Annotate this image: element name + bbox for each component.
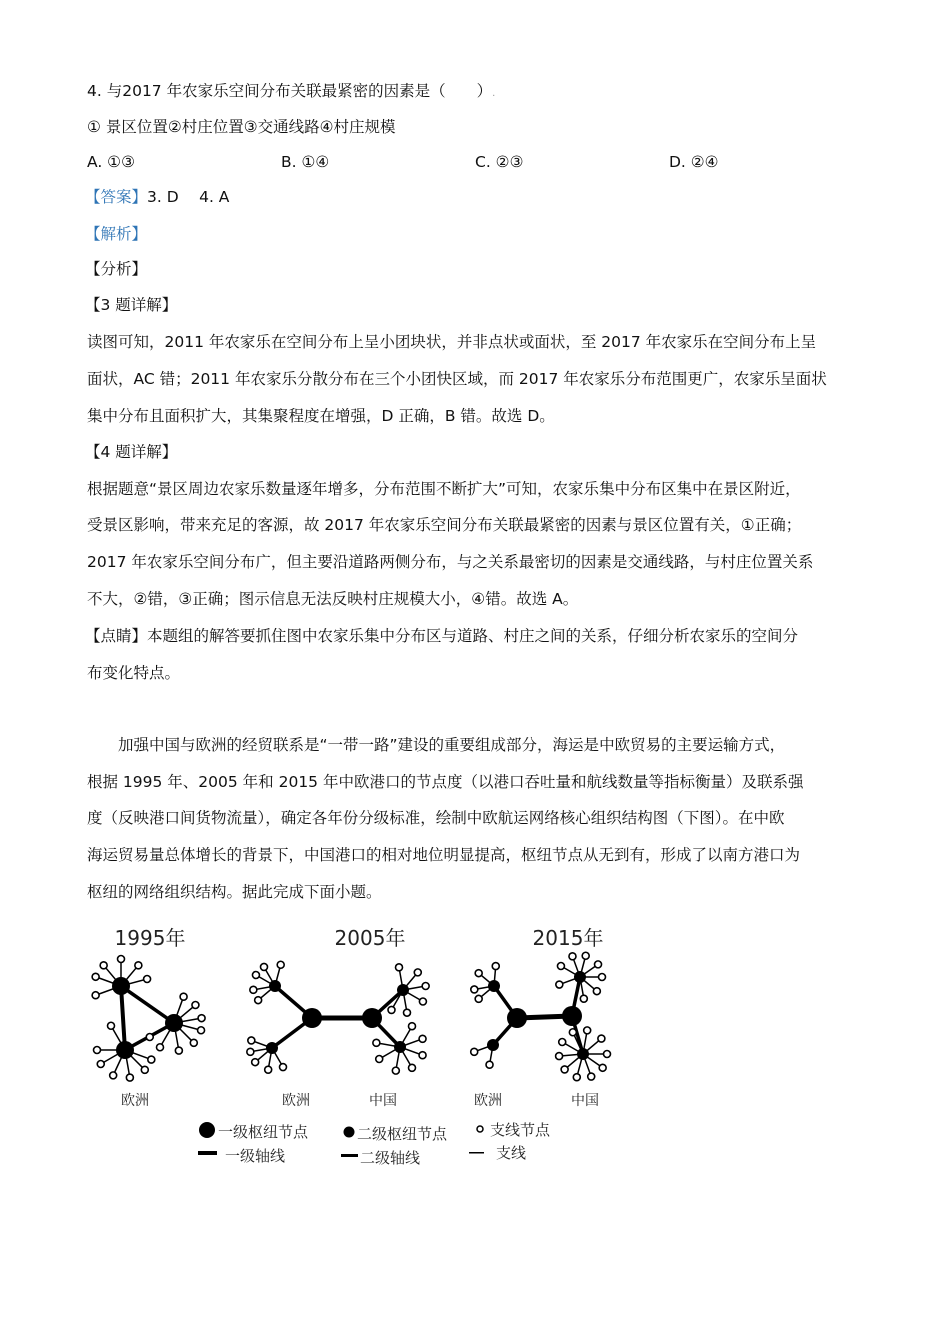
- branch-node: [192, 1002, 199, 1009]
- branch-node: [180, 993, 187, 1000]
- branch-node: [248, 1037, 255, 1044]
- branch-node: [561, 1066, 568, 1073]
- branch-node: [118, 956, 125, 963]
- china-label: 中国: [369, 1093, 397, 1109]
- secondary-hub-node: [397, 984, 409, 996]
- branch-node: [471, 1048, 478, 1055]
- dianjing-line: 布变化特点。: [87, 664, 181, 682]
- secondary-hub-node: [487, 1039, 499, 1051]
- branch-node: [588, 1073, 595, 1080]
- branch-node: [598, 1035, 605, 1042]
- branch-node: [247, 1048, 254, 1055]
- branch-node: [569, 953, 576, 960]
- option-b: B. ①④: [281, 153, 330, 171]
- secondary-hub-node: [116, 1041, 134, 1059]
- year-label-2015: 2015年: [532, 926, 604, 950]
- branch-node: [557, 963, 564, 970]
- branch-node: [419, 1052, 426, 1059]
- option-c: C. ②③: [475, 153, 524, 171]
- branch-node: [414, 969, 421, 976]
- secondary-hub-node: [394, 1041, 406, 1053]
- branch-node: [599, 1064, 606, 1071]
- branch-node: [419, 1035, 426, 1042]
- year-label-2005: 2005年: [334, 926, 406, 950]
- branch-node: [146, 1034, 153, 1041]
- q3-detail-line: 面状，AC 错；2011 年农家乐分散分布在三个小团快区域，而 2017 年农家乐分布范围更广，农家乐呈面状: [87, 370, 827, 388]
- branch-node: [92, 992, 99, 999]
- passage-line: 海运贸易量总体增长的背景下，中国港口的相对地位明显提高，枢纽节点从无到有，形成了以南方港口为: [87, 846, 801, 864]
- branch-node: [110, 1072, 117, 1079]
- network-diagrams: [92, 952, 610, 1081]
- legend-secondary-axis: 二级轴线: [360, 1149, 421, 1167]
- branch-node: [403, 1009, 410, 1016]
- secondary-hub-node: [112, 977, 130, 995]
- branch-node: [175, 1047, 182, 1054]
- branch-node: [250, 986, 257, 993]
- passage-line: 度（反映港口间货物流量），确定各年份分级标准，绘制中欧航运网络核心组织结构图（下图）。在中欧: [87, 809, 785, 827]
- branch-node: [492, 963, 499, 970]
- analysis-label: 【解析】: [85, 225, 148, 243]
- branch-node: [388, 1006, 395, 1013]
- question-4-factors: ① 景区位置②村庄位置③交通线路④村庄规模: [87, 118, 396, 136]
- secondary-hub-node: [574, 971, 586, 983]
- china-label: 中国: [571, 1093, 599, 1109]
- branch-node-legend-icon: [477, 1126, 483, 1132]
- secondary-axis: [121, 986, 174, 1023]
- legend-secondary-hub: 二级枢纽节点: [357, 1125, 448, 1143]
- branch-node: [599, 974, 606, 981]
- branch-node: [471, 986, 478, 993]
- branch-node: [252, 972, 259, 979]
- branch-node: [396, 964, 403, 971]
- branch-node: [252, 1059, 259, 1066]
- q4-detail-label: 【4 题详解】: [85, 443, 178, 461]
- branch-node: [144, 976, 151, 983]
- branch-node: [255, 997, 262, 1004]
- fenxi-label: 【分析】: [85, 260, 148, 278]
- branch-node: [422, 983, 429, 990]
- branch-node: [148, 1056, 155, 1063]
- branch-node: [265, 1066, 272, 1073]
- europe-label: 欧洲: [121, 1093, 149, 1109]
- branch-node: [556, 1053, 563, 1060]
- secondary-hub-node: [266, 1042, 278, 1054]
- branch-node: [580, 995, 587, 1002]
- branch-node: [556, 981, 563, 988]
- option-a: A. ①③: [87, 153, 135, 171]
- primary-hub-node: [302, 1008, 322, 1028]
- branch-node: [280, 1064, 287, 1071]
- year-label-1995: 1995年: [114, 926, 186, 950]
- secondary-hub-node: [165, 1014, 183, 1032]
- branch-node: [376, 1056, 383, 1063]
- branch-node: [582, 952, 589, 959]
- europe-label: 欧洲: [282, 1093, 310, 1109]
- primary-hub-node: [562, 1006, 582, 1026]
- branch-node: [593, 988, 600, 995]
- branch-node: [486, 1061, 493, 1068]
- branch-node: [409, 1064, 416, 1071]
- branch-node: [108, 1022, 115, 1029]
- branch-node: [190, 1039, 197, 1046]
- branch-node: [198, 1015, 205, 1022]
- primary-hub-node: [362, 1008, 382, 1028]
- q4-detail-line: 根据题意“景区周边农家乐数量逐年增多，分布范围不断扩大”可知，农家乐集中分布区集中在景区附近，: [87, 480, 801, 498]
- branch-node: [604, 1051, 611, 1058]
- branch-node: [157, 1044, 164, 1051]
- legend-branch-node: 支线节点: [490, 1121, 551, 1139]
- branch-node: [100, 962, 107, 969]
- europe-label: 欧洲: [474, 1093, 502, 1109]
- branch-node: [419, 998, 426, 1005]
- answer-line: 【答案】3. D 4. A: [85, 188, 230, 206]
- branch-node: [261, 963, 268, 970]
- branch-node: [141, 1066, 148, 1073]
- legend-primary-hub: 一级枢纽节点: [218, 1123, 309, 1141]
- branch-node: [409, 1023, 416, 1030]
- passage-line: 根据 1995 年、2005 年和 2015 年中欧港口的节点度（以港口吞吐量和航线数量等指标衡量）及联系强: [87, 773, 804, 791]
- legend-branch-line: 支线: [496, 1144, 527, 1162]
- branch-node: [92, 973, 99, 980]
- secondary-hub-legend-icon: [344, 1127, 355, 1138]
- branch-node: [569, 1029, 576, 1036]
- q4-detail-line: 2017 年农家乐空间分布广，但主要沿道路两侧分布，与之关系最密切的因素是交通线路，与村庄位置关系: [87, 553, 814, 571]
- primary-hub-legend-icon: [199, 1122, 215, 1138]
- q3-detail-line: 集中分布且面积扩大，其集聚程度在增强，D 正确，B 错。故选 D。: [87, 407, 555, 425]
- secondary-axis-legend-icon: [341, 1154, 358, 1157]
- branch-node: [559, 1039, 566, 1046]
- passage-line: 枢纽的网络组织结构。据此完成下面小题。: [87, 883, 382, 901]
- branch-node: [475, 970, 482, 977]
- legend-primary-axis: 一级轴线: [225, 1147, 286, 1165]
- branch-node: [392, 1067, 399, 1074]
- branch-node: [97, 1061, 104, 1068]
- secondary-axis: [121, 986, 125, 1050]
- dianjing-line: 【点睛】本题组的解答要抓住图中农家乐集中分布区与道路、村庄之间的关系，仔细分析农家乐的空间分: [85, 627, 799, 645]
- q3-detail-line: 读图可知，2011 年农家乐在空间分布上呈小团块状，并非点状或面状，至 2017 年农家乐在空间分布上呈: [87, 333, 817, 351]
- branch-node: [277, 961, 284, 968]
- branch-node: [475, 995, 482, 1002]
- branch-node: [126, 1074, 133, 1081]
- branch-node: [373, 1039, 380, 1046]
- primary-axis-legend-icon: [198, 1151, 217, 1155]
- branch-node: [198, 1027, 205, 1034]
- branch-node: [573, 1074, 580, 1081]
- option-d: D. ②④: [669, 153, 719, 171]
- branch-node: [135, 962, 142, 969]
- secondary-hub-node: [577, 1048, 589, 1060]
- branch-node: [94, 1047, 101, 1054]
- branch-node: [584, 1027, 591, 1034]
- secondary-hub-node: [488, 980, 500, 992]
- passage-line: 加强中国与欧洲的经贸联系是“一带一路”建设的重要组成部分，海运是中欧贸易的主要运输方式，: [87, 736, 786, 754]
- q4-detail-line: 受景区影响，带来充足的客源，故 2017 年农家乐空间分布关联最紧密的因素与景区位置有关，①正确；: [87, 516, 802, 534]
- branch-node: [595, 961, 602, 968]
- primary-hub-node: [507, 1008, 527, 1028]
- secondary-hub-node: [269, 980, 281, 992]
- q4-detail-line: 不大，②错，③正确；图示信息无法反映村庄规模大小，④错。故选 A。: [87, 590, 579, 608]
- q3-detail-label: 【3 题详解】: [85, 296, 178, 314]
- branch-line-legend-icon: [469, 1152, 484, 1154]
- question-4-stem: 4. 与2017 年农家乐空间分布关联最紧密的因素是（ ）.: [87, 82, 496, 100]
